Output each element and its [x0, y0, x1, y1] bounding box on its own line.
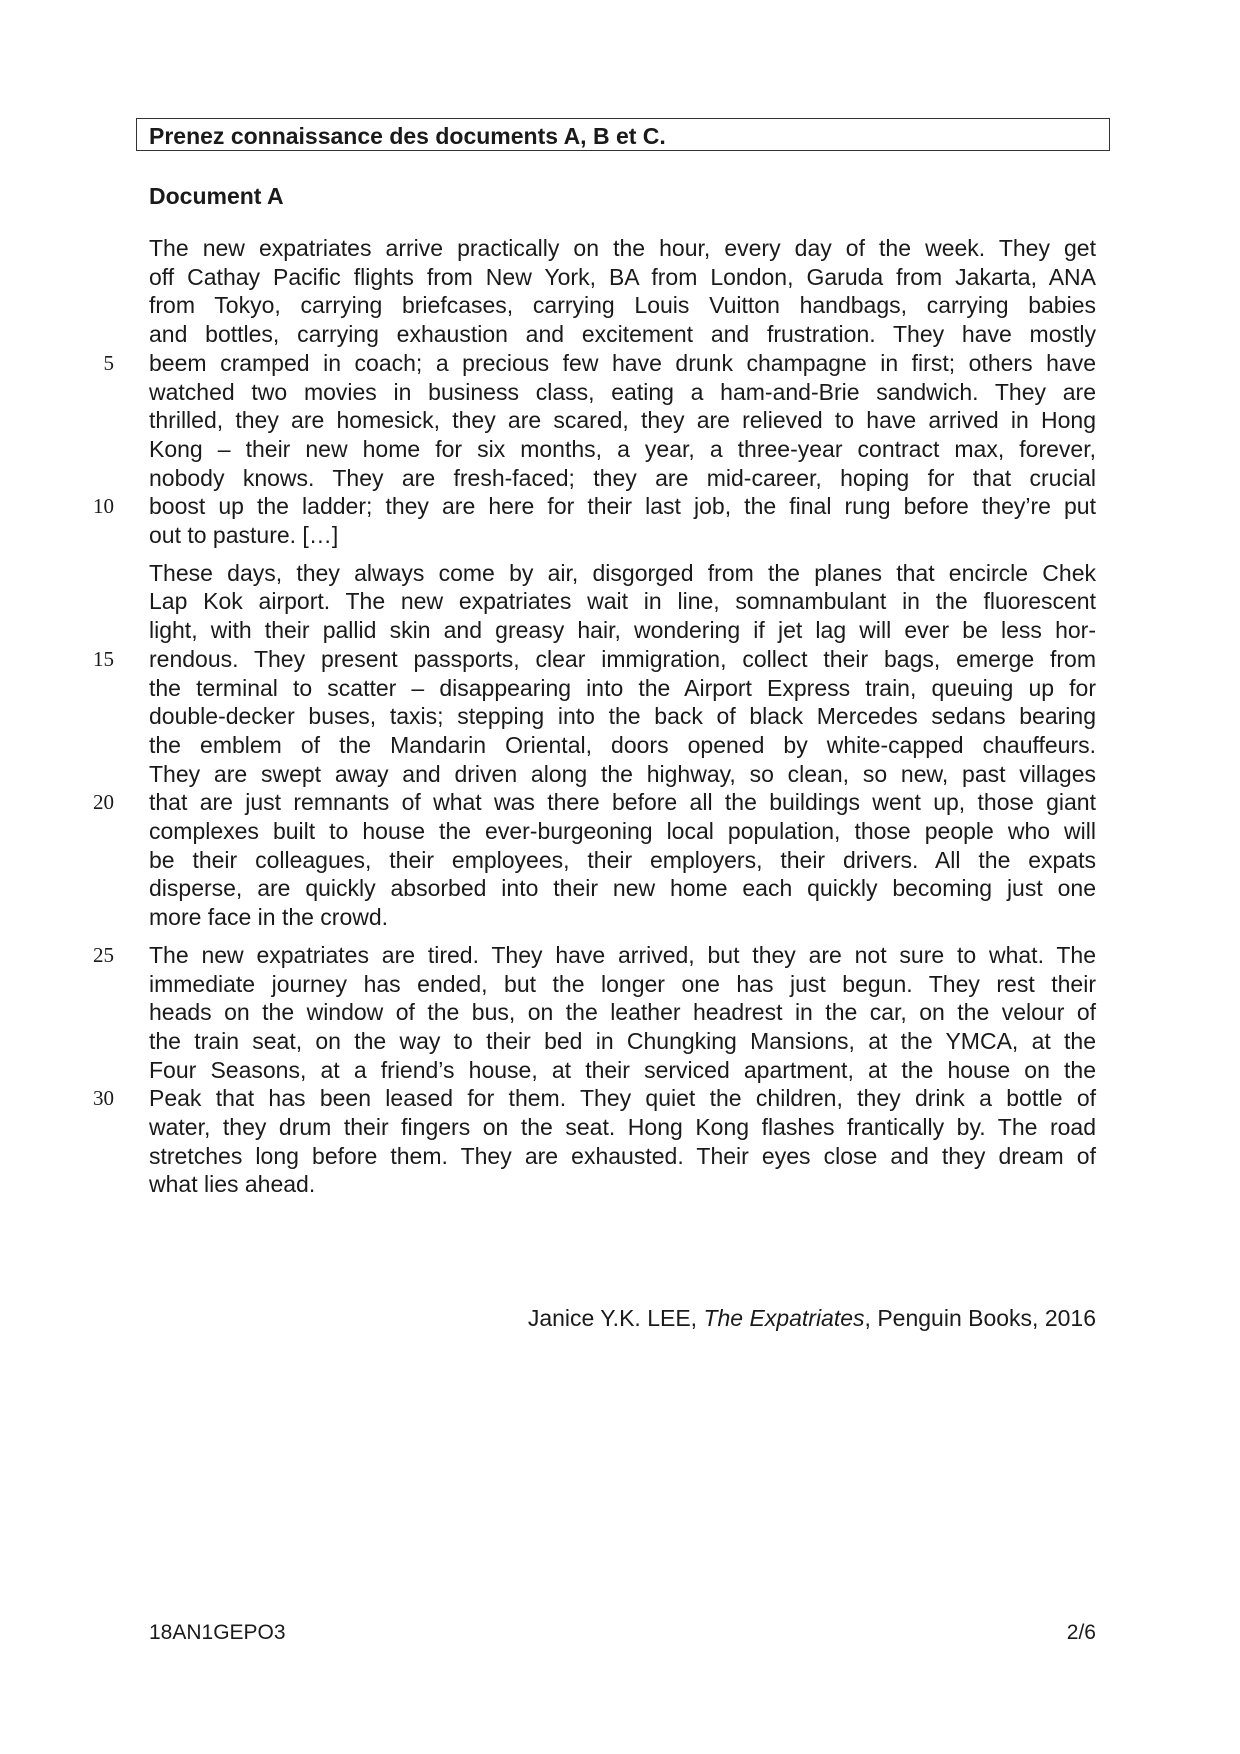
passage-line: beem cramped in coach; a precious few have drunk champagne in first; others have	[149, 349, 1096, 376]
document-title: Document A	[149, 183, 284, 209]
passage-line: They are swept away and driven along the highway, so clean, so new, past villages	[149, 760, 1096, 787]
line-number: 25	[93, 942, 114, 967]
passage-line: the terminal to scatter – disappearing into the Airport Express train, queuing up for	[149, 674, 1096, 701]
passage-line: double-decker buses, taxis; stepping into the back of black Mercedes sedans bearing	[149, 703, 1096, 730]
footer-page-number: 2/6	[1066, 1621, 1096, 1644]
passage-line: be their colleagues, their employees, their employers, their drivers. All the expats	[149, 846, 1096, 873]
source-author: Janice Y.K. LEE,	[527, 1305, 704, 1331]
source-citation	[528, 1304, 1096, 1333]
passage-line: what lies ahead.	[149, 1171, 316, 1198]
passage-line: that are just remnants of what was there before all the buildings went up, those giant	[149, 789, 1096, 816]
passage-line: light, with their pallid skin and greasy hair, wondering if jet lag will ever be less hor-	[149, 617, 1096, 644]
passage-line: Kong – their new home for six months, a year, a three-year contract max, forever,	[149, 435, 1096, 462]
passage-line: immediate journey has ended, but the longer one has just begun. They rest their	[149, 970, 1096, 997]
instruction-text: Prenez connaissance des documents A, B et C.	[149, 123, 666, 149]
passage-line: nobody knows. They are fresh-faced; they are mid-career, hoping for that crucial	[149, 464, 1096, 491]
source-publisher: , Penguin Books, 2016	[864, 1305, 1096, 1331]
passage-line: These days, they always come by air, disgorged from the planes that encircle Chek	[149, 559, 1096, 586]
passage-line: disperse, are quickly absorbed into their new home each quickly becoming just one	[149, 875, 1096, 902]
passage-line: out to pasture. […]	[149, 522, 339, 548]
passage-line: rendous. They present passports, clear immigration, collect their bags, emerge from	[149, 645, 1096, 672]
line-number: 20	[93, 790, 114, 815]
passage-line: more face in the crowd.	[149, 904, 389, 931]
line-number: 15	[93, 646, 114, 671]
passage-line: Peak that has been leased for them. They quiet the children, they drink a bottle of	[149, 1085, 1096, 1112]
passage-line: The new expatriates arrive practically on the hour, every day of the week. They get	[149, 235, 1096, 261]
passage-line: from Tokyo, carrying briefcases, carrying Louis Vuitton handbags, carrying babies	[149, 292, 1096, 319]
line-number: 5	[103, 350, 114, 375]
passage-line: stretches long before them. They are exhausted. Their eyes close and they dream of	[149, 1142, 1096, 1169]
passage-line: Lap Kok airport. The new expatriates wait in line, somnambulant in the fluorescent	[149, 588, 1096, 615]
passage-line: watched two movies in business class, eating a ham-and-Brie sandwich. They are	[149, 378, 1096, 405]
passage-line: and bottles, carrying exhaustion and excitement and frustration. They have mostly	[149, 321, 1096, 348]
passage-line: The new expatriates are tired. They have arrived, but they are not sure to what. The	[149, 941, 1096, 968]
passage-line: water, they drum their fingers on the seat. Hong Kong flashes frantically by. The road	[149, 1114, 1096, 1140]
line-number: 30	[93, 1086, 114, 1111]
source-title: The Expatriates	[703, 1305, 865, 1331]
passage-line: Four Seasons, at a friend’s house, at their serviced apartment, at the house on the	[149, 1056, 1096, 1083]
line-number: 10	[93, 494, 114, 519]
passage-line: the emblem of the Mandarin Oriental, doors opened by white-capped chauffeurs.	[149, 731, 1096, 758]
passage-line: thrilled, they are homesick, they are scared, they are relieved to have arrived in Hong	[149, 407, 1096, 434]
passage-line: the train seat, on the way to their bed in Chungking Mansions, at the YMCA, at the	[149, 1027, 1096, 1054]
passage-line: off Cathay Pacific flights from New York, BA from London, Garuda from Jakarta, ANA	[149, 263, 1096, 290]
passage-line: complexes built to house the ever-burgeoning local population, those people who will	[149, 818, 1096, 844]
passage-line: heads on the window of the bus, on the leather headrest in the car, on the velour of	[149, 999, 1096, 1026]
footer-exam-code: 18AN1GEPO3	[149, 1621, 286, 1644]
passage-line: boost up the ladder; they are here for their last job, the final rung before they’re put	[149, 493, 1096, 520]
